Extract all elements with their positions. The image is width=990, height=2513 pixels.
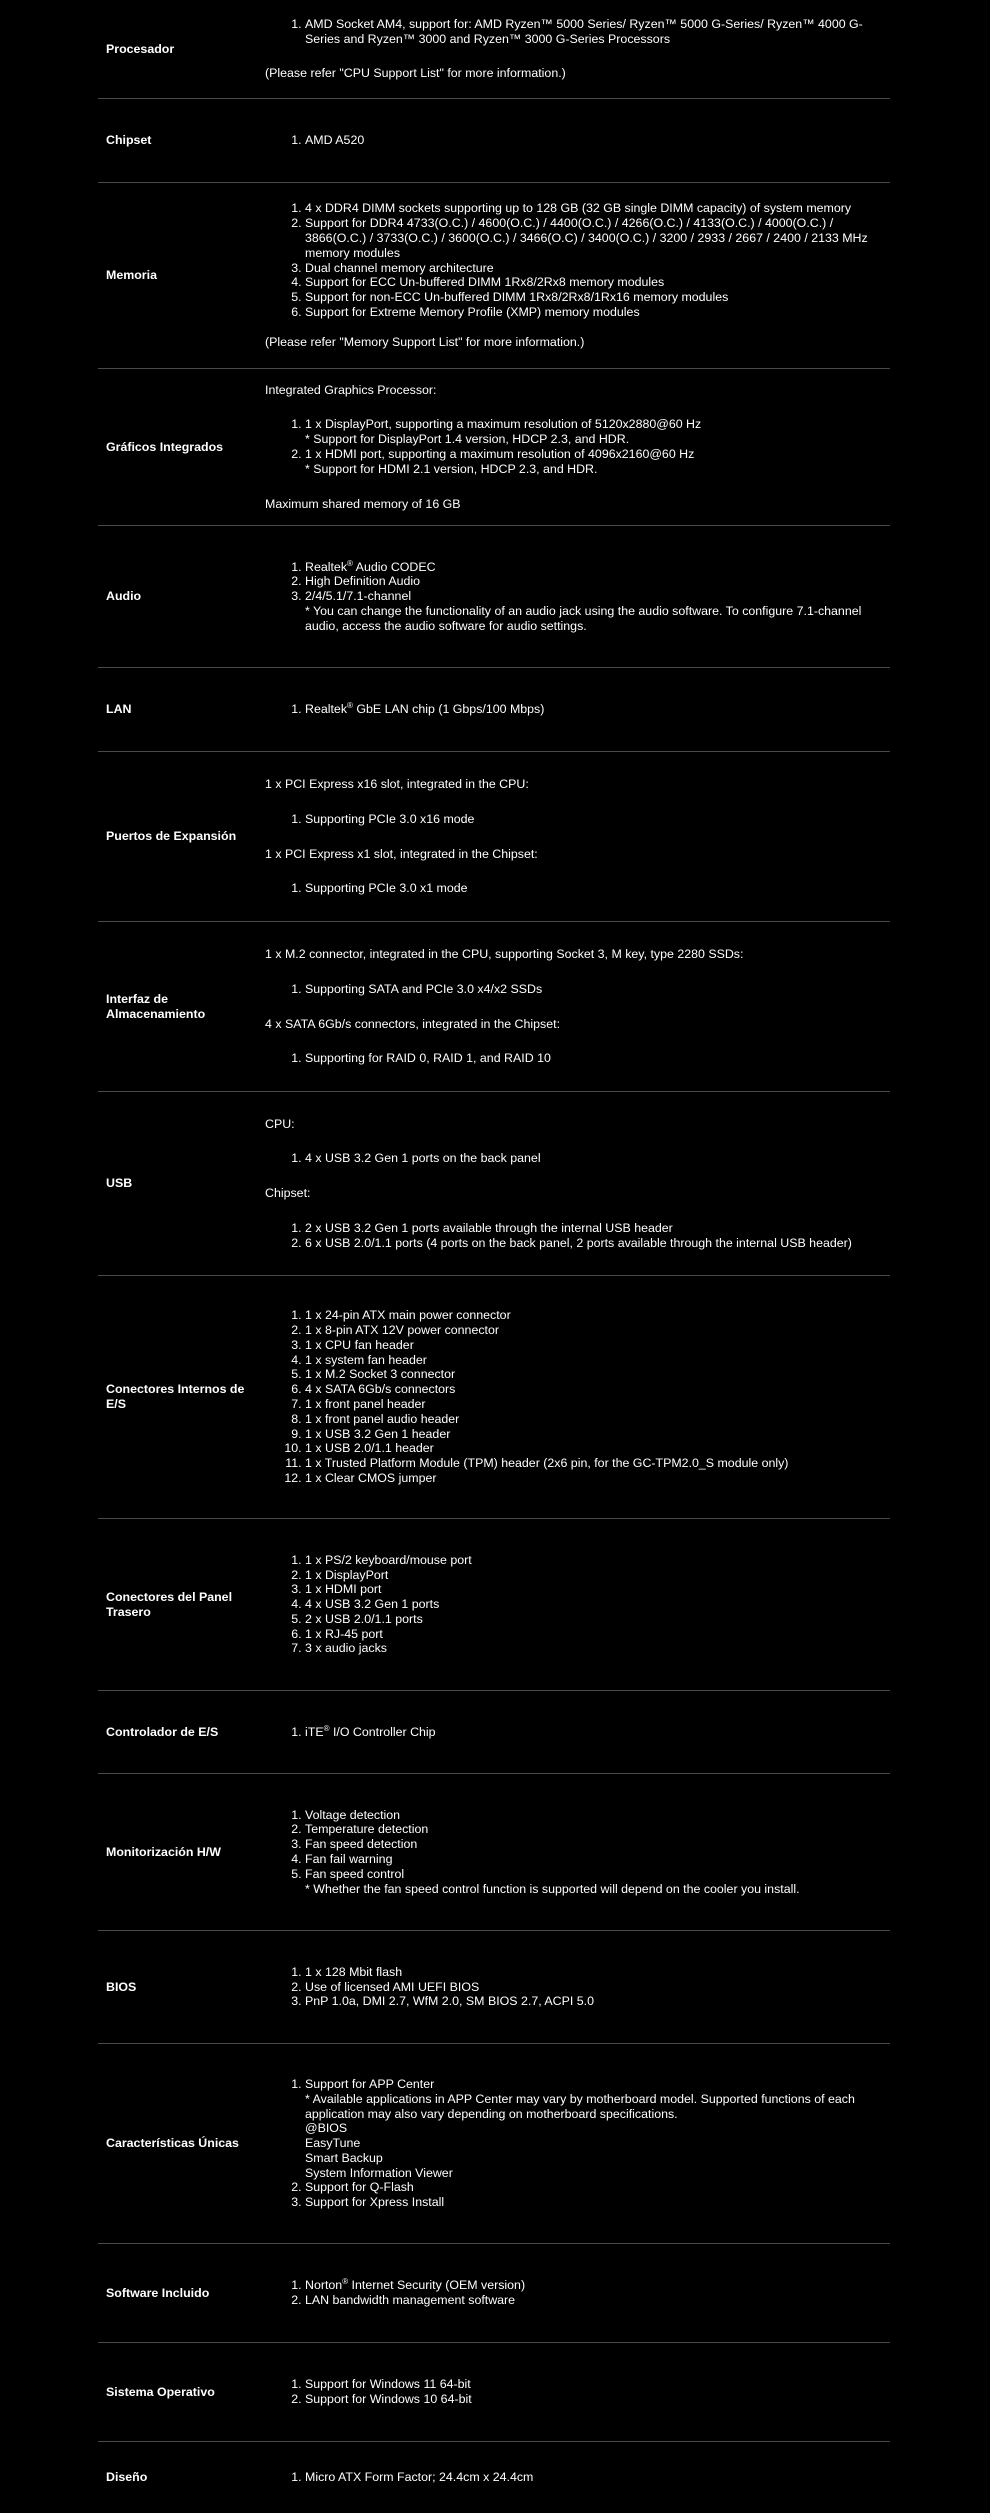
spec-list bbox=[265, 201, 890, 319]
spec-label: Chipset bbox=[106, 133, 152, 147]
group-title: 4 x SATA 6Gb/s connectors, integrated in the Chipset: bbox=[265, 1016, 561, 1031]
spec-row-hw-monitor bbox=[98, 1774, 890, 1931]
spec-label: Características Únicas bbox=[106, 2136, 239, 2150]
list-item: 9. 1 x USB 3.2 Gen 1 header bbox=[305, 1427, 890, 1442]
spec-label: Audio bbox=[106, 589, 142, 603]
list-item bbox=[305, 560, 890, 575]
spec-value bbox=[265, 668, 890, 751]
spec-row-lan bbox=[98, 668, 890, 752]
list-item-note: * Available applications in APP Center may vary by motherboard model. Supported functions of each application may also vary depending on motherboard specifications. bbox=[305, 2091, 855, 2121]
list-item: 8. 1 x front panel audio header bbox=[305, 1412, 890, 1427]
list-item: 4. Fan fail warning bbox=[305, 1852, 890, 1867]
spec-row-memory bbox=[98, 183, 890, 369]
spec-footer: Maximum shared memory of 16 GB bbox=[265, 496, 461, 511]
group-title: 1 x PCI Express x1 slot, integrated in the Chipset: bbox=[265, 846, 538, 861]
list-item: 2. LAN bandwidth management software bbox=[305, 2293, 890, 2308]
spec-row-io-controller bbox=[98, 1691, 890, 1774]
list-item: 5. 1 x M.2 Socket 3 connector bbox=[305, 1367, 890, 1382]
spec-label: Procesador bbox=[106, 41, 175, 56]
app-name: System Information Viewer bbox=[305, 2165, 453, 2180]
list-item: 6. 4 x SATA 6Gb/s connectors bbox=[305, 1382, 890, 1397]
list-item-text: Audio CODEC bbox=[352, 559, 436, 574]
spec-list bbox=[265, 2377, 890, 2407]
list-item bbox=[305, 417, 890, 447]
group-title: 1 x PCI Express x16 slot, integrated in the CPU: bbox=[265, 776, 529, 791]
list-item: 1. 1 x PS/2 keyboard/mouse port bbox=[305, 1553, 890, 1568]
list-item: 3. PnP 1.0a, DMI 2.7, WfM 2.0, SM BIOS 2.7, ACPI 5.0 bbox=[305, 1994, 890, 2009]
spec-value bbox=[265, 2343, 890, 2441]
spec-value bbox=[265, 369, 890, 525]
spec-list bbox=[265, 2470, 890, 2485]
brand-name: Realtek bbox=[305, 559, 348, 574]
list-item: 3. Fan speed detection bbox=[305, 1837, 890, 1852]
list-item bbox=[305, 1867, 890, 1897]
spec-row-unique-features bbox=[98, 2044, 890, 2244]
spec-row-storage bbox=[98, 922, 890, 1092]
spec-label: USB bbox=[106, 1176, 133, 1190]
list-item: 3. 1 x HDMI port bbox=[305, 1582, 890, 1597]
spec-list bbox=[265, 1308, 890, 1486]
list-item: 7. 3 x audio jacks bbox=[305, 1641, 890, 1656]
spec-value bbox=[265, 1519, 890, 1690]
spec-label: Monitorización H/W bbox=[106, 1844, 221, 1859]
list-item: 1. 1 x 24-pin ATX main power connector bbox=[305, 1308, 890, 1323]
list-item: 2. Temperature detection bbox=[305, 1822, 890, 1837]
spec-row-processor bbox=[98, 0, 890, 99]
spec-label: Controlador de E/S bbox=[106, 1724, 219, 1739]
spec-label: Software Incluido bbox=[106, 2285, 210, 2300]
list-item: 5. Support for non-ECC Un-buffered DIMM 1Rx8/2Rx8/1Rx16 memory modules bbox=[305, 290, 890, 305]
app-name: @BIOS bbox=[305, 2121, 348, 2136]
spec-row-software bbox=[98, 2244, 890, 2343]
list-item-text: Fan speed control bbox=[305, 1866, 405, 1881]
spec-value bbox=[265, 183, 890, 368]
spec-note: (Please refer "CPU Support List" for more information.) bbox=[265, 66, 566, 81]
list-item: 2. High Definition Audio bbox=[305, 574, 890, 589]
list-item: 1. Supporting for RAID 0, RAID 1, and RAID 10 bbox=[305, 1051, 890, 1066]
spec-value bbox=[265, 1276, 890, 1518]
spec-value bbox=[265, 1931, 890, 2043]
list-item-text: 2/4/5.1/7.1-channel bbox=[305, 589, 412, 604]
spec-row-graphics bbox=[98, 369, 890, 526]
list-item: 1. Supporting PCIe 3.0 x1 mode bbox=[305, 881, 890, 896]
spec-list bbox=[265, 2278, 890, 2308]
spec-row-expansion bbox=[98, 752, 890, 922]
list-item-text: Internet Security (OEM version) bbox=[348, 2278, 526, 2293]
spec-list bbox=[265, 1221, 890, 1251]
list-item: 6. 1 x RJ-45 port bbox=[305, 1627, 890, 1642]
spec-list bbox=[265, 1965, 890, 2009]
brand-name: iTE bbox=[305, 1724, 324, 1739]
list-item: 4. 1 x system fan header bbox=[305, 1353, 890, 1368]
list-item: 2. Support for Windows 10 64-bit bbox=[305, 2392, 890, 2407]
spec-list bbox=[265, 1151, 890, 1166]
brand-name: Norton bbox=[305, 2278, 343, 2293]
list-item-text: GbE LAN chip (1 Gbps/100 Mbps) bbox=[352, 702, 545, 717]
list-item: 3. Support for Xpress Install bbox=[305, 2195, 890, 2210]
spec-label: Diseño bbox=[106, 2470, 148, 2484]
spec-label: LAN bbox=[106, 702, 132, 716]
spec-row-bios bbox=[98, 1931, 890, 2044]
list-item: 2. 1 x 8-pin ATX 12V power connector bbox=[305, 1323, 890, 1338]
list-item: 2. Support for Q-Flash bbox=[305, 2180, 890, 2195]
list-item bbox=[305, 447, 890, 477]
spec-note: (Please refer "Memory Support List" for more information.) bbox=[265, 334, 585, 349]
spec-row-form-factor bbox=[98, 2442, 890, 2513]
list-item bbox=[305, 589, 890, 633]
registered-mark: ® bbox=[342, 2277, 349, 2287]
spec-row-usb bbox=[98, 1092, 890, 1276]
list-item-note: * You can change the functionality of an audio jack using the audio software. To configure 7.1-channel audio, access the audio software for audio settings. bbox=[305, 603, 862, 633]
list-item bbox=[305, 2278, 890, 2293]
list-item-note: * Whether the fan speed control function is supported will depend on the cooler you install. bbox=[305, 1881, 800, 1896]
list-item: 1. Voltage detection bbox=[305, 1808, 890, 1823]
spec-value bbox=[265, 0, 890, 98]
list-item: 5. 2 x USB 2.0/1.1 ports bbox=[305, 1612, 890, 1627]
brand-name: Realtek bbox=[305, 702, 348, 717]
spec-label: Interfaz de Almacenamiento bbox=[106, 991, 206, 1021]
spec-value bbox=[265, 2244, 890, 2342]
spec-list bbox=[265, 133, 890, 148]
registered-mark: ® bbox=[323, 1723, 330, 1733]
list-item: 1. Support for Windows 11 64-bit bbox=[305, 2377, 890, 2392]
spec-intro: Integrated Graphics Processor: bbox=[265, 382, 437, 397]
spec-value bbox=[265, 1774, 890, 1930]
registered-mark: ® bbox=[347, 700, 353, 710]
list-item: 4. Support for ECC Un-buffered DIMM 1Rx8/2Rx8 memory modules bbox=[305, 275, 890, 290]
spec-list bbox=[265, 560, 890, 634]
list-item-note: * Support for HDMI 2.1 version, HDCP 2.3, and HDR. bbox=[305, 461, 598, 476]
list-item: 1. 4 x DDR4 DIMM sockets supporting up to 128 GB (32 GB single DIMM capacity) of system memory bbox=[305, 201, 890, 216]
list-item bbox=[305, 702, 890, 717]
spec-list bbox=[265, 812, 890, 827]
spec-list bbox=[265, 1553, 890, 1657]
spec-list bbox=[265, 1725, 890, 1740]
spec-label: BIOS bbox=[106, 1979, 137, 1994]
spec-row-chipset bbox=[98, 99, 890, 183]
list-item-text: Support for APP Center bbox=[305, 2076, 435, 2091]
spec-list bbox=[265, 417, 890, 476]
spec-list bbox=[265, 702, 890, 717]
spec-row-audio bbox=[98, 526, 890, 668]
list-item: 1. AMD A520 bbox=[305, 133, 890, 148]
list-item-text: 1 x DisplayPort, supporting a maximum resolution of 5120x2880@60 Hz bbox=[305, 417, 702, 432]
list-item: 7. 1 x front panel header bbox=[305, 1397, 890, 1412]
spec-value bbox=[265, 526, 890, 667]
list-item: 1. Micro ATX Form Factor; 24.4cm x 24.4cm bbox=[305, 2470, 890, 2485]
list-item: 1. 2 x USB 3.2 Gen 1 ports available through the internal USB header bbox=[305, 1221, 890, 1236]
list-item: 10. 1 x USB 2.0/1.1 header bbox=[305, 1441, 890, 1456]
list-item: 1. Supporting SATA and PCIe 3.0 x4/x2 SSDs bbox=[305, 982, 890, 997]
spec-list bbox=[265, 2077, 890, 2210]
list-item: 11. 1 x Trusted Platform Module (TPM) header (2x6 pin, for the GC-TPM2.0_S module only) bbox=[305, 1456, 890, 1471]
list-item: 6. Support for Extreme Memory Profile (XMP) memory modules bbox=[305, 305, 890, 320]
list-item: 1. Supporting PCIe 3.0 x16 mode bbox=[305, 812, 890, 827]
spec-row-os bbox=[98, 2343, 890, 2442]
spec-list bbox=[265, 1051, 890, 1066]
spec-list bbox=[265, 1808, 890, 1897]
spec-list bbox=[265, 17, 890, 47]
list-item: 2. Use of licensed AMI UEFI BIOS bbox=[305, 1980, 890, 1995]
list-item: 1. 4 x USB 3.2 Gen 1 ports on the back panel bbox=[305, 1151, 890, 1166]
spec-label: Gráficos Integrados bbox=[106, 439, 224, 454]
list-item: 4. 4 x USB 3.2 Gen 1 ports bbox=[305, 1597, 890, 1612]
list-item: 2. 1 x DisplayPort bbox=[305, 1568, 890, 1583]
spec-label: Conectores del Panel Trasero bbox=[106, 1589, 233, 1619]
spec-label: Sistema Operativo bbox=[106, 2384, 215, 2399]
spec-label: Puertos de Expansión bbox=[106, 829, 237, 843]
spec-value bbox=[265, 99, 890, 182]
registered-mark: ® bbox=[347, 558, 353, 568]
list-item bbox=[305, 2077, 890, 2181]
list-item-text: I/O Controller Chip bbox=[329, 1724, 436, 1739]
spec-value bbox=[265, 1691, 890, 1773]
spec-row-internal-io bbox=[98, 1276, 890, 1519]
list-item: 2. Support for DDR4 4733(O.C.) / 4600(O.C.) / 4400(O.C.) / 4266(O.C.) / 4133(O.C.) / 4000(O.C.) / 3866(O.C.) / 3733(O.C.) / 3600(O.C.) / 3466(O.C) / 3400(O.C.) / 3200 / 2933 / 2667 / 2400 / 2133 MHz memory modules bbox=[305, 216, 890, 260]
app-name: Smart Backup bbox=[305, 2150, 383, 2165]
app-name: EasyTune bbox=[305, 2136, 361, 2151]
list-item: 1. AMD Socket AM4, support for: AMD Ryzen™ 5000 Series/ Ryzen™ 5000 G-Series/ Ryzen™ 4000 G-Series and Ryzen™ 3000 and Ryzen™ 3000 G-Series Processors bbox=[305, 17, 890, 47]
list-item-text: 1 x HDMI port, supporting a maximum resolution of 4096x2160@60 Hz bbox=[305, 447, 695, 461]
spec-value bbox=[265, 922, 890, 1091]
group-title: 1 x M.2 connector, integrated in the CPU, supporting Socket 3, M key, type 2280 SSDs: bbox=[265, 946, 744, 961]
group-title: CPU: bbox=[265, 1116, 295, 1131]
list-item bbox=[305, 1725, 890, 1740]
spec-list bbox=[265, 982, 890, 997]
spec-value bbox=[265, 1092, 890, 1275]
list-item: 3. Dual channel memory architecture bbox=[305, 261, 890, 276]
spec-value bbox=[265, 2044, 890, 2243]
spec-list bbox=[265, 881, 890, 896]
list-item: 3. 1 x CPU fan header bbox=[305, 1338, 890, 1353]
spec-row-back-panel bbox=[98, 1519, 890, 1691]
spec-label: Memoria bbox=[106, 268, 157, 282]
list-item-note: * Support for DisplayPort 1.4 version, HDCP 2.3, and HDR. bbox=[305, 432, 630, 447]
list-item: 1. 1 x 128 Mbit flash bbox=[305, 1965, 890, 1980]
list-item: 12. 1 x Clear CMOS jumper bbox=[305, 1471, 890, 1486]
spec-label: Conectores Internos de E/S bbox=[106, 1382, 245, 1411]
spec-value bbox=[265, 2442, 890, 2513]
list-item: 2. 6 x USB 2.0/1.1 ports (4 ports on the back panel, 2 ports available through the internal USB header) bbox=[305, 1236, 890, 1251]
group-title: Chipset: bbox=[265, 1186, 311, 1201]
spec-value bbox=[265, 752, 890, 921]
